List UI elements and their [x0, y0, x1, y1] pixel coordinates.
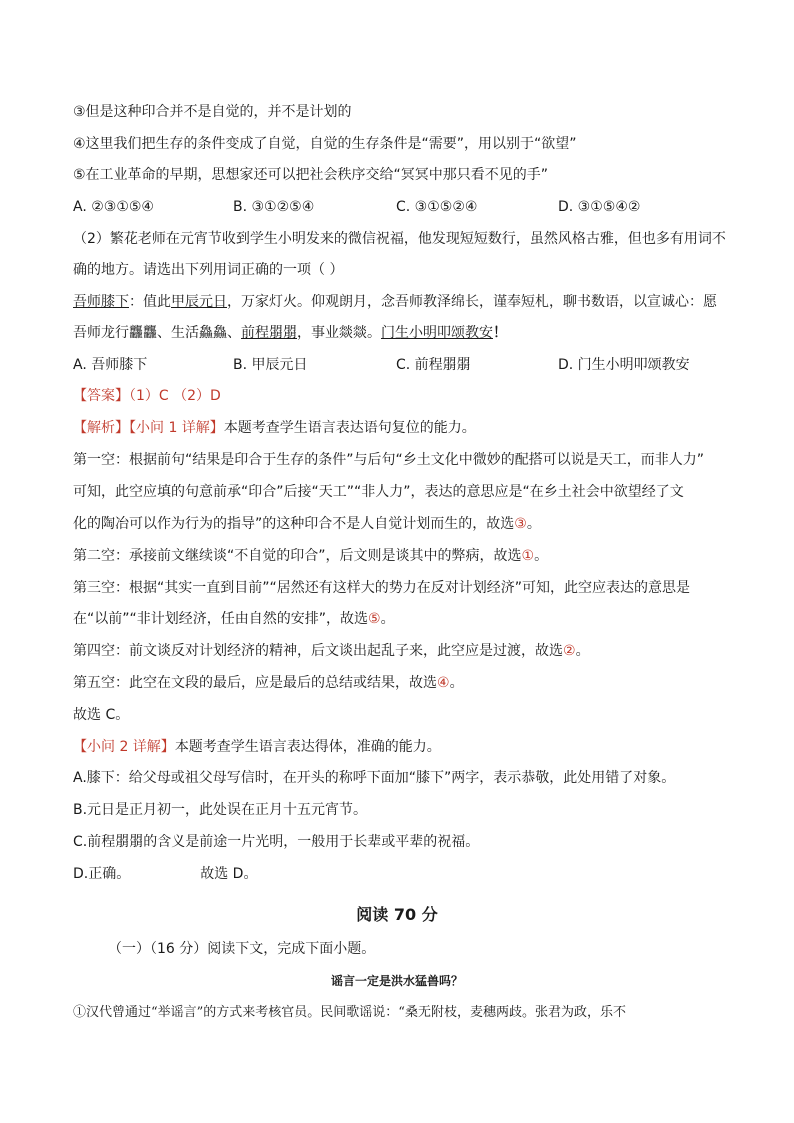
analysis-q2-intro: 本题考查学生语言表达得体，准确的能力。 — [174, 739, 441, 755]
analysis-text: 。 — [575, 643, 590, 659]
analysis-pick: ④ — [437, 675, 450, 691]
message-text: 吾师龙行龘龘、生活鱻鱻、 — [73, 325, 241, 341]
q1-item-4: ④这里我们把生存的条件变成了自觉，自觉的生存条件是“需要”，用以别于“欲望” — [73, 136, 577, 152]
q2-option-a: A. 吾师膝下 — [73, 357, 148, 373]
analysis-pick: ② — [563, 643, 576, 659]
analysis-q2-conclusion: 故选 D。 — [200, 866, 258, 882]
analysis-q2-a: A.膝下：给父母或祖父母写信时，在开头的称呼下面加“膝下”两字，表示恭敬，此处用错了对象。 — [73, 770, 676, 786]
q2-option-b: B. 甲辰元日 — [233, 357, 308, 373]
analysis-label: 【解析】【小问 1 详解】 — [73, 420, 224, 436]
analysis-blank-1-line-3 — [73, 514, 541, 534]
analysis-text: 。 — [449, 675, 464, 691]
q2-option-c: C. 前程朤朤 — [396, 357, 471, 373]
analysis-pick: ③ — [514, 516, 527, 532]
analysis-text: 第五空：此空在文段的最后，应是最后的总结或结果，故选 — [73, 675, 437, 691]
answer-value: （1）C （2）D — [129, 388, 221, 404]
analysis-text: 化的陶冶可以作为行为的指导”的这种印合不是人自觉计划而生的，故选 — [73, 516, 515, 532]
analysis-text: 在“以前”“非计划经济，任由自然的安排”，故选 — [73, 611, 369, 627]
answer-line — [73, 386, 221, 406]
analysis-q2-c: C.前程朤朤的含义是前途一片光明，一般用于长辈或平辈的祝福。 — [73, 834, 480, 850]
reading-title: 阅读 70 分 — [356, 905, 438, 924]
q2-message-line-1 — [73, 292, 717, 312]
analysis-blank-5 — [73, 673, 464, 693]
analysis-blank-4 — [73, 641, 590, 661]
analysis-text: 。 — [380, 611, 395, 627]
message-underline-date: 甲辰元日 — [171, 294, 227, 310]
q1-option-a: A. ②③①⑤④ — [73, 199, 154, 215]
analysis-blank-3-line-1: 第三空：根据“其实一直到目前”“居然还有这样大的势力在反对计划经济”可知，此空应表达的意思是 — [73, 580, 691, 596]
message-text: ，事业燚燚。 — [297, 325, 381, 341]
q2-message-line-2 — [73, 323, 507, 343]
q1-option-b: B. ③①②⑤④ — [233, 199, 315, 215]
analysis-text: 第四空：前文谈反对计划经济的精神，后文谈出起乱子来，此空应是过渡，故选 — [73, 643, 563, 659]
article-paragraph-1: ①汉代曾通过“举谣言”的方式来考核官员。民间歌谣说：“桑无附枝，麦穗两歧。张君为政，乐不 — [73, 1005, 626, 1020]
analysis-q2-d: D.正确。 — [73, 866, 131, 882]
analysis-text: 。 — [526, 516, 541, 532]
analysis-blank-1-line-2: 可知，此空应填的句意前承“印合”后接“天工”“非人力”，表达的意思应是“在乡土社会中欲望经了文 — [73, 484, 684, 500]
analysis-q2-d-line — [73, 864, 257, 884]
message-underline-signoff: 门生小明叩颂教安 — [381, 325, 493, 341]
q1-item-3: ③但是这种印合并不是自觉的，并不是计划的 — [73, 104, 352, 120]
analysis-conclusion: 故选 C。 — [73, 707, 130, 723]
analysis-text: 。 — [534, 548, 549, 564]
q1-option-d: D. ③①⑤④② — [558, 199, 641, 215]
analysis-q2-b: B.元日是正月初一，此处误在正月十五元宵节。 — [73, 802, 368, 818]
answer-label: 【答案】 — [73, 388, 129, 404]
analysis-q2-header — [73, 737, 441, 757]
analysis-pick: ① — [521, 548, 535, 564]
analysis-blank-2 — [73, 546, 548, 566]
q2-option-d: D. 门生小明叩颂教安 — [558, 357, 690, 373]
message-underline-future: 前程朤朤 — [241, 325, 297, 341]
analysis-blank-3-line-2 — [73, 609, 395, 629]
analysis-blank-1-line-1: 第一空：根据前句“结果是印合于生存的条件”与后句“乡土文化中微妙的配搭可以说是天工，而非人力” — [73, 452, 705, 468]
message-text: ：值此 — [129, 294, 171, 310]
message-underline-greeting: 吾师膝下 — [73, 294, 129, 310]
q2-stem-line-1: （2）繁花老师在元宵节收到学生小明发来的微信祝福，他发现短短数行，虽然风格古雅，但也多有用词不 — [73, 231, 726, 247]
q1-option-c: C. ③①⑤②④ — [396, 199, 478, 215]
analysis-header — [73, 418, 476, 438]
q2-stem-line-2: 确的地方。请选出下列用词正确的一项（ ） — [73, 262, 344, 278]
analysis-q2-label: 【小问 2 详解】 — [73, 739, 175, 755]
article-title: 谣言一定是洪水猛兽吗？ — [330, 974, 463, 988]
analysis-text: 第二空：承接前文继续谈“不自觉的印合”，后文则是谈其中的弊病，故选 — [73, 548, 522, 564]
analysis-intro: 本题考查学生语言表达语句复位的能力。 — [223, 420, 476, 436]
message-text: ，万家灯火。仰观朗月，念吾师教泽绵长，谨奉短札，聊书数语，以宣诚心：愿 — [227, 294, 717, 310]
message-text: ！ — [493, 325, 507, 341]
reading-section: （一）（16 分）阅读下文，完成下面小题。 — [108, 941, 376, 957]
analysis-pick: ⑤ — [368, 611, 381, 627]
q1-item-5: ⑤在工业革命的早期，思想家还可以把社会秩序交给“冥冥中那只看不见的手” — [73, 167, 549, 183]
